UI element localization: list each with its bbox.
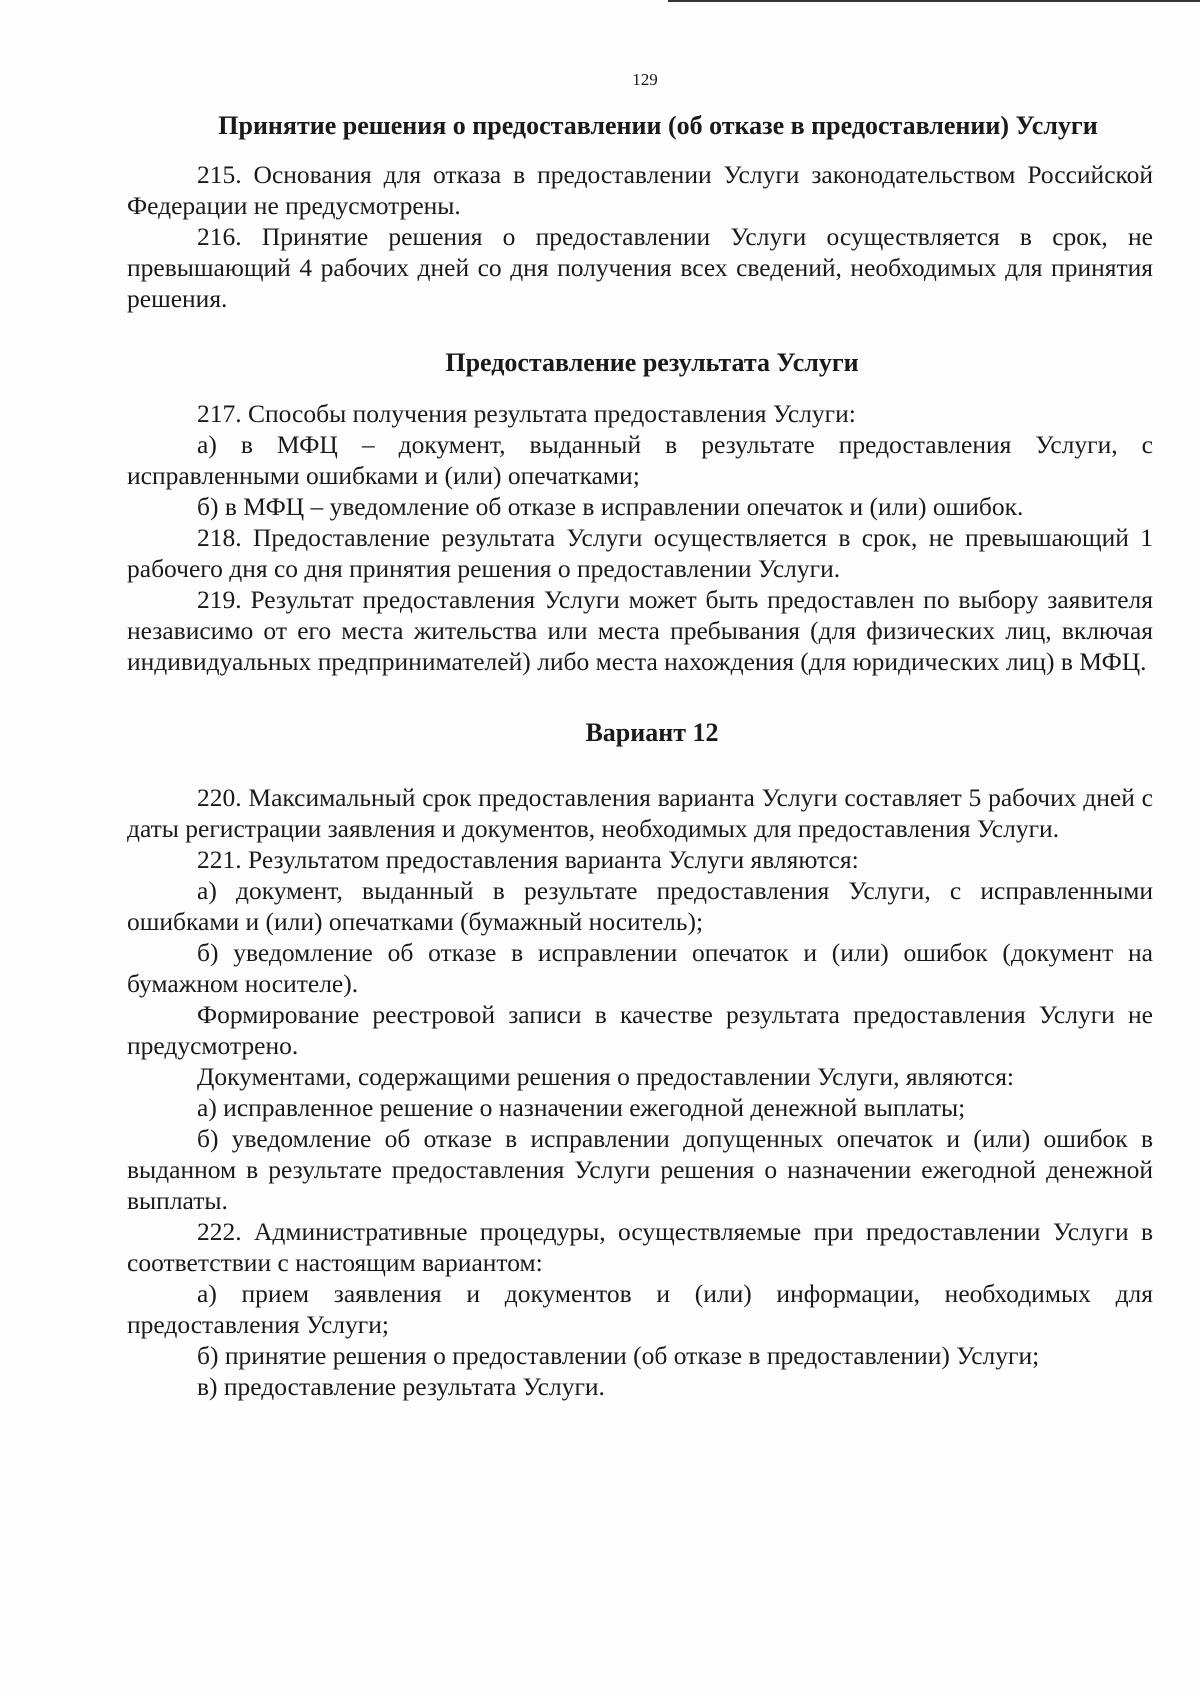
paragraph-221: 221. Результатом предоставления варианта Услуги являются: xyxy=(197,845,859,874)
scan-edge-line xyxy=(668,0,1200,2)
document-body xyxy=(127,110,1153,1402)
paragraph-220: 220. Максимальный срок предоставления варианта Услуги составляет 5 рабочих дней с даты регистрации заявления и документов, необходимых для предоставления Услуги. xyxy=(127,783,1153,843)
paragraph-registry: Формирование реестровой записи в качестве результата предоставления Услуги не предусмотрено. xyxy=(127,1000,1153,1060)
paragraph-219: 219. Результат предоставления Услуги может быть предоставлен по выбору заявителя независимо от его места жительства или места пребывания (для физических лиц, включая индивидуальных предпринимателей) либо места нахождения (для юридических лиц) в МФЦ. xyxy=(127,585,1153,676)
paragraph-217: 217. Способы получения результата предоставления Услуги: xyxy=(197,399,856,428)
section-heading-variant: Вариант 12 xyxy=(585,718,719,747)
paragraph-222-c: в) предоставление результата Услуги. xyxy=(197,1372,605,1401)
paragraph-215: 215. Основания для отказа в предоставлении Услуги законодательством Российской Федерации не предусмотрены. xyxy=(127,160,1153,220)
section-heading-result: Предоставление результата Услуги xyxy=(445,348,859,377)
paragraph-decision-documents-b: б) уведомление об отказе в исправлении допущенных опечаток и (или) ошибок в выданном в результате предоставления Услуги решения о назначении ежегодной денежной выплаты. xyxy=(127,1124,1153,1215)
paragraph-222: 222. Административные процедуры, осуществляемые при предоставлении Услуги в соответствии с настоящим вариантом: xyxy=(127,1217,1153,1277)
paragraph-decision-documents-a: а) исправленное решение о назначении ежегодной денежной выплаты; xyxy=(197,1093,966,1122)
paragraph-222-b: б) принятие решения о предоставлении (об отказе в предоставлении) Услуги; xyxy=(197,1341,1040,1370)
paragraph-221-b: б) уведомление об отказе в исправлении опечаток и (или) ошибок (документ на бумажном носителе). xyxy=(127,938,1153,998)
paragraph-217-a: а) в МФЦ – документ, выданный в результате предоставления Услуги, с исправленными ошибками и (или) опечатками; xyxy=(127,430,1153,490)
paragraph-218: 218. Предоставление результата Услуги осуществляется в срок, не превышающий 1 рабочего дня со дня принятия решения о предоставлении Услуги. xyxy=(127,523,1153,583)
paragraph-217-b: б) в МФЦ – уведомление об отказе в исправлении опечаток и (или) ошибок. xyxy=(197,492,1024,521)
section-heading-decision: Принятие решения о предоставлении (об отказе в предоставлении) Услуги xyxy=(218,111,1098,140)
paragraph-221-a: а) документ, выданный в результате предоставления Услуги, с исправленными ошибками и (или) опечатками (бумажный носитель); xyxy=(127,876,1153,936)
page-number: 129 xyxy=(632,70,658,89)
paragraph-216: 216. Принятие решения о предоставлении Услуги осуществляется в срок, не превышающий 4 рабочих дней со дня получения всех сведений, необходимых для принятия решения. xyxy=(127,222,1153,313)
paragraph-222-a: а) прием заявления и документов и (или) информации, необходимых для предоставления Услуги; xyxy=(127,1279,1153,1339)
paragraph-decision-documents: Документами, содержащими решения о предоставлении Услуги, являются: xyxy=(197,1062,1015,1091)
